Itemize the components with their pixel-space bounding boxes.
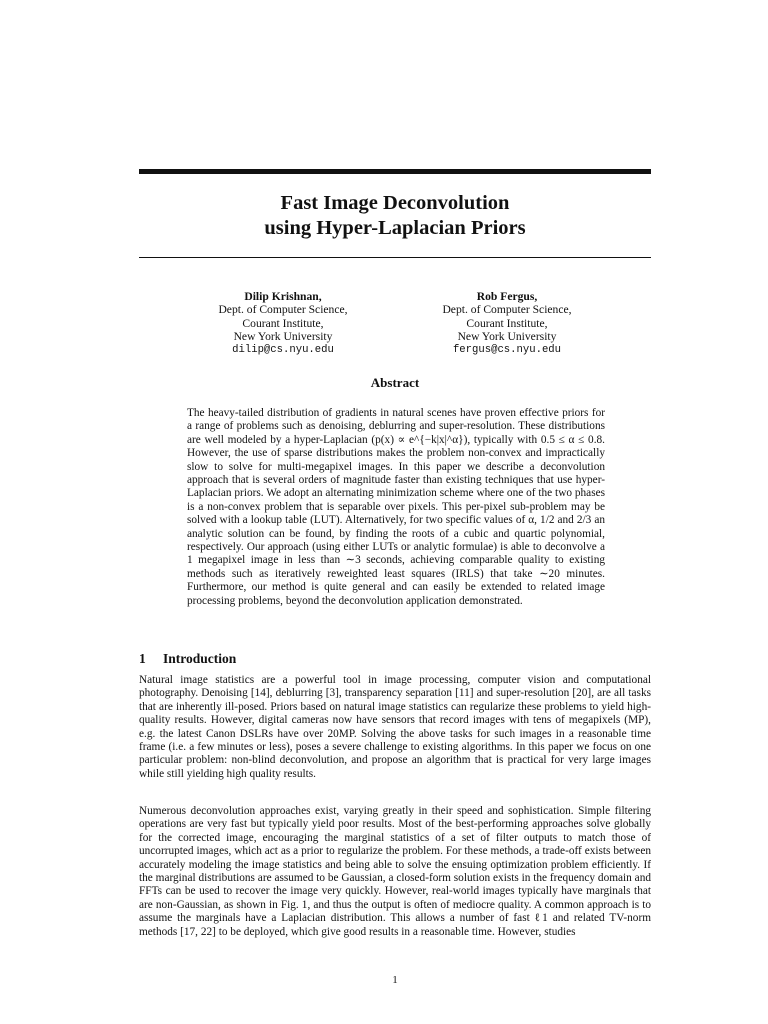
title-line-1: Fast Image Deconvolution (280, 192, 510, 214)
section-number: 1 (139, 651, 146, 666)
abstract-heading: Abstract (370, 375, 420, 390)
title-line-2: using Hyper-Laplacian Priors (264, 217, 526, 239)
section-title: Introduction (163, 651, 237, 666)
author-name: Dilip Krishnan, (244, 290, 322, 303)
top-rule (139, 169, 651, 174)
title-rule (139, 257, 651, 258)
intro-paragraph-1: Natural image statistics are a powerful tool in image processing, computer vision and computational photography. Denoising [14], deblurring [3], transparency separation [11] and super-resolution [20], are all tasks that are inherently ill-posed. Priors based on natural image statistics can regularize these problems to yield high-quality results. However, digital cameras now have sensors that record images with tens of megapixels (MP), e.g. the latest Canon DSLRs have over 20MP. Solving the above tasks for such images in a reasonable time frame (i.e. a few minutes or less), poses a severe challenge to existing algorithms. In this paper we focus on one particular problem: non-blind deconvolution, and propose an algorithm that is practical for very large images while still yielding high quality results. (139, 674, 651, 780)
author-email: dilip@cs.nyu.edu (232, 343, 334, 356)
author-institute: Courant Institute, (466, 316, 548, 330)
author-dept: Dept. of Computer Science, (442, 303, 572, 317)
paper-title (139, 191, 651, 241)
author-university: New York University (457, 330, 557, 344)
author-institute: Courant Institute, (242, 316, 324, 330)
section-heading-introduction (139, 651, 236, 667)
abstract-body: The heavy-tailed distribution of gradients in natural scenes have proven effective priors for a range of problems such as denoising, deblurring and super-resolution. These distributions are well modeled by a hyper-Laplacian (p(x) ∝ e^{−k|x|^α}), typically with 0.5 ≤ α ≤ 0.8. However, the use of sparse distributions makes the problem non-convex and impractically slow to solve for multi-megapixel images. In this paper we describe a deconvolution approach that is several orders of magnitude faster than existing techniques that use hyper-Laplacian priors. We adopt an alternating minimization scheme where one of the two phases is a non-convex problem that is separable over pixels. This per-pixel sub-problem may be solved with a lookup table (LUT). Alternatively, for two specific values of α, 1/2 and 2/3 an analytic solution can be found, by finding the roots of a cubic and quartic polynomial, respectively. Our approach (using either LUTs or analytic formulae) is able to deconvolve a 1 megapixel image in less than ∼3 seconds, achieving comparable quality to existing methods such as iteratively reweighted least squares (IRLS) that take ∼20 minutes. Furthermore, our method is quite general and can easily be extended to related image processing problems, beyond the deconvolution application demonstrated. (187, 407, 605, 607)
author-university: New York University (233, 330, 333, 344)
author-name: Rob Fergus, (476, 290, 538, 303)
page-number: 1 (392, 974, 398, 986)
author-block-krishnan (183, 290, 383, 357)
author-email: fergus@cs.nyu.edu (452, 343, 562, 356)
author-block-fergus (407, 290, 607, 357)
author-dept: Dept. of Computer Science, (218, 303, 348, 317)
intro-paragraph-2: Numerous deconvolution approaches exist, varying greatly in their speed and sophistication. Simple filtering operations are very fast but typically yield poor results. Most of the best-performing approaches solve globally for the corrected image, encouraging the marginal statistics of a set of filter outputs to match those of uncorrupted images, which act as a prior to regularize the problem. For these methods, a trade-off exists between accurately modeling the image statistics and being able to solve the ensuing optimization problem efficiently. If the marginal distributions are assumed to be Gaussian, a closed-form solution exists in the frequency domain and FFTs can be used to recover the image very quickly. However, real-world images typically have marginals that are non-Gaussian, as shown in Fig. 1, and thus the output is often of mediocre quality. A common approach is to assume the marginals have a Laplacian distribution. This allows a number of fast ℓ1 and related TV-norm methods [17, 22] to be deployed, which give good results in a reasonable time. However, studies (139, 805, 651, 938)
